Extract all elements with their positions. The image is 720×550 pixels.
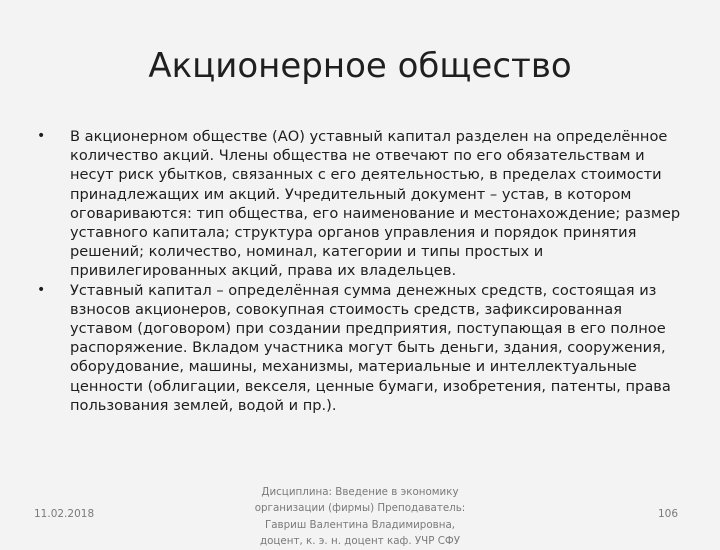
bullet-marker: • (37, 128, 46, 144)
page-number: 106 (657, 508, 678, 520)
bullet-item-1 (34, 127, 688, 281)
bullet-list (34, 127, 688, 415)
bullet-item-2 (34, 281, 688, 415)
bullet-text-1: В акционерном обществе (АО) уставный капитал разделен на определённое количество акций. Члены общества не отвечают по его обязательствам и несут риск убытков, связанных с его деятельностью, в пределах стоимости принадлежащих им акций. Учредительный документ – устав, в котором оговариваются: тип общества, его наименование и местонахождение; размер уставного капитала; структура органов управления и порядок принятия решений; количество, номинал, категории и типы простых и привилегированных акций, права их владельцев. (70, 128, 681, 280)
slide-title: Акционерное общество (148, 46, 572, 86)
footer-course-info: Дисциплина: Введение в экономику организации (фирмы) Преподаватель: Гавриш Валентина Владимировна, доцент, к. э. н. доцент каф. УЧР СФУ (254, 486, 466, 548)
bullet-text-2: Уставный капитал – определённая сумма денежных средств, состоящая из взносов акционеров, совокупная стоимость средств, зафиксированная уставом (договором) при создании предприятия, поступающая в его полное распоряжение. Вкладом участника могут быть деньги, здания, сооружения, оборудование, машины, механизмы, материальные и интеллектуальные ценности (облигации, векселя, ценные бумаги, изобретения, патенты, права пользования землей, водой и пр.). (70, 281, 671, 414)
bullet-marker: • (37, 281, 46, 298)
footer-date: 11.02.2018 (34, 508, 95, 520)
